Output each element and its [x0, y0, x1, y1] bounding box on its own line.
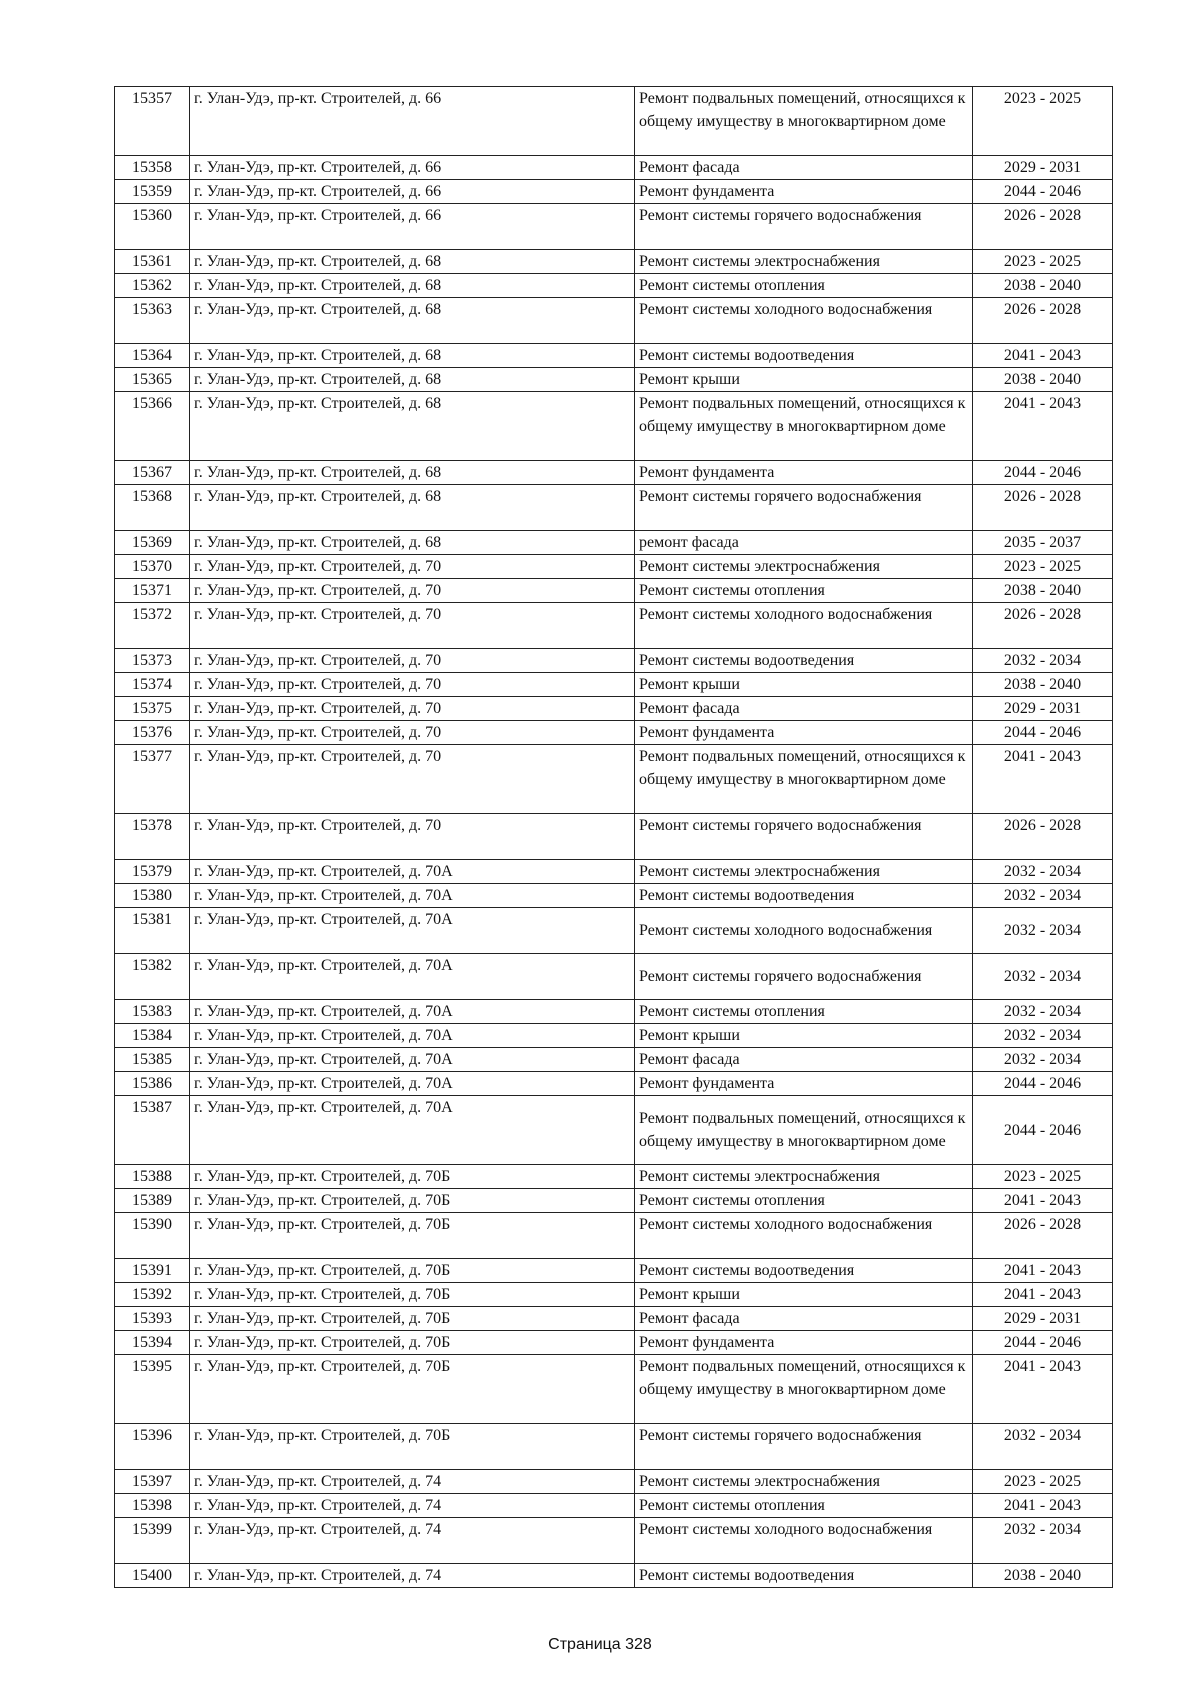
row-address: г. Улан-Удэ, пр-кт. Строителей, д. 70А [190, 1000, 635, 1024]
table-row [115, 461, 1113, 485]
row-work-type: Ремонт системы горячего водоснабжения [635, 204, 973, 250]
table-row [115, 1518, 1113, 1564]
row-work-type: Ремонт подвальных помещений, относящихся к общему имуществу в многоквартирном доме [635, 1096, 973, 1165]
row-number: 15368 [115, 485, 190, 531]
table-row [115, 298, 1113, 344]
row-number: 15373 [115, 649, 190, 673]
row-address: г. Улан-Удэ, пр-кт. Строителей, д. 70А [190, 1072, 635, 1096]
row-address: г. Улан-Удэ, пр-кт. Строителей, д. 70Б [190, 1259, 635, 1283]
row-number: 15372 [115, 603, 190, 649]
row-work-type: Ремонт системы отопления [635, 1494, 973, 1518]
row-period: 2032 - 2034 [973, 1424, 1113, 1470]
row-number: 15389 [115, 1189, 190, 1213]
row-address: г. Улан-Удэ, пр-кт. Строителей, д. 70А [190, 908, 635, 954]
row-address: г. Улан-Удэ, пр-кт. Строителей, д. 74 [190, 1564, 635, 1588]
table-row [115, 721, 1113, 745]
row-number: 15387 [115, 1096, 190, 1165]
row-work-type: Ремонт системы водоотведения [635, 884, 973, 908]
row-work-type: Ремонт системы горячего водоснабжения [635, 954, 973, 1000]
row-number: 15377 [115, 745, 190, 814]
table-row [115, 673, 1113, 697]
row-address: г. Улан-Удэ, пр-кт. Строителей, д. 68 [190, 461, 635, 485]
row-number: 15381 [115, 908, 190, 954]
row-number: 15363 [115, 298, 190, 344]
row-number: 15398 [115, 1494, 190, 1518]
row-address: г. Улан-Удэ, пр-кт. Строителей, д. 70А [190, 954, 635, 1000]
table-row [115, 1165, 1113, 1189]
row-number: 15391 [115, 1259, 190, 1283]
row-period: 2023 - 2025 [973, 1165, 1113, 1189]
row-address: г. Улан-Удэ, пр-кт. Строителей, д. 70 [190, 603, 635, 649]
row-period: 2032 - 2034 [973, 884, 1113, 908]
row-work-type: Ремонт подвальных помещений, относящихся к общему имуществу в многоквартирном доме [635, 392, 973, 461]
row-number: 15392 [115, 1283, 190, 1307]
row-number: 15386 [115, 1072, 190, 1096]
table-row [115, 1331, 1113, 1355]
table-row [115, 860, 1113, 884]
row-work-type: Ремонт фасада [635, 697, 973, 721]
table-row [115, 368, 1113, 392]
row-period: 2026 - 2028 [973, 204, 1113, 250]
row-number: 15369 [115, 531, 190, 555]
row-period: 2038 - 2040 [973, 1564, 1113, 1588]
row-period: 2044 - 2046 [973, 461, 1113, 485]
row-work-type: Ремонт системы водоотведения [635, 344, 973, 368]
row-work-type: Ремонт системы горячего водоснабжения [635, 485, 973, 531]
table-row [115, 204, 1113, 250]
row-number: 15371 [115, 579, 190, 603]
table-row [115, 1307, 1113, 1331]
table-row [115, 884, 1113, 908]
row-period: 2044 - 2046 [973, 721, 1113, 745]
row-address: г. Улан-Удэ, пр-кт. Строителей, д. 70А [190, 1096, 635, 1165]
row-number: 15382 [115, 954, 190, 1000]
row-address: г. Улан-Удэ, пр-кт. Строителей, д. 68 [190, 392, 635, 461]
row-number: 15366 [115, 392, 190, 461]
row-address: г. Улан-Удэ, пр-кт. Строителей, д. 68 [190, 298, 635, 344]
row-address: г. Улан-Удэ, пр-кт. Строителей, д. 70А [190, 860, 635, 884]
row-work-type: Ремонт системы электроснабжения [635, 1165, 973, 1189]
row-period: 2041 - 2043 [973, 745, 1113, 814]
row-work-type: Ремонт подвальных помещений, относящихся к общему имуществу в многоквартирном доме [635, 745, 973, 814]
row-work-type: Ремонт фундамента [635, 1072, 973, 1096]
table-body [115, 87, 1113, 1588]
row-address: г. Улан-Удэ, пр-кт. Строителей, д. 68 [190, 274, 635, 298]
table-row [115, 697, 1113, 721]
row-period: 2038 - 2040 [973, 368, 1113, 392]
row-work-type: Ремонт фасада [635, 1307, 973, 1331]
row-work-type: Ремонт фундамента [635, 721, 973, 745]
row-work-type: Ремонт системы отопления [635, 274, 973, 298]
row-address: г. Улан-Удэ, пр-кт. Строителей, д. 70 [190, 814, 635, 860]
row-period: 2032 - 2034 [973, 1518, 1113, 1564]
row-number: 15390 [115, 1213, 190, 1259]
row-number: 15378 [115, 814, 190, 860]
table-row [115, 1424, 1113, 1470]
row-period: 2032 - 2034 [973, 954, 1113, 1000]
row-work-type: Ремонт системы холодного водоснабжения [635, 603, 973, 649]
row-period: 2026 - 2028 [973, 1213, 1113, 1259]
row-period: 2044 - 2046 [973, 1072, 1113, 1096]
row-number: 15397 [115, 1470, 190, 1494]
row-period: 2044 - 2046 [973, 1096, 1113, 1165]
table-row [115, 392, 1113, 461]
row-address: г. Улан-Удэ, пр-кт. Строителей, д. 70 [190, 745, 635, 814]
row-work-type: Ремонт подвальных помещений, относящихся к общему имуществу в многоквартирном доме [635, 1355, 973, 1424]
row-period: 2029 - 2031 [973, 156, 1113, 180]
table-row [115, 579, 1113, 603]
row-period: 2023 - 2025 [973, 87, 1113, 156]
table-row [115, 250, 1113, 274]
row-work-type: Ремонт крыши [635, 1283, 973, 1307]
row-number: 15364 [115, 344, 190, 368]
row-address: г. Улан-Удэ, пр-кт. Строителей, д. 70 [190, 649, 635, 673]
row-period: 2026 - 2028 [973, 814, 1113, 860]
row-work-type: Ремонт крыши [635, 673, 973, 697]
table-row [115, 1564, 1113, 1588]
row-address: г. Улан-Удэ, пр-кт. Строителей, д. 70Б [190, 1165, 635, 1189]
row-period: 2041 - 2043 [973, 1283, 1113, 1307]
row-number: 15385 [115, 1048, 190, 1072]
table-row [115, 1189, 1113, 1213]
row-number: 15400 [115, 1564, 190, 1588]
row-number: 15399 [115, 1518, 190, 1564]
row-period: 2038 - 2040 [973, 579, 1113, 603]
row-work-type: Ремонт фундамента [635, 461, 973, 485]
row-period: 2032 - 2034 [973, 1024, 1113, 1048]
row-work-type: Ремонт системы водоотведения [635, 1259, 973, 1283]
row-address: г. Улан-Удэ, пр-кт. Строителей, д. 66 [190, 180, 635, 204]
row-address: г. Улан-Удэ, пр-кт. Строителей, д. 70Б [190, 1331, 635, 1355]
row-work-type: Ремонт системы отопления [635, 1189, 973, 1213]
row-number: 15360 [115, 204, 190, 250]
row-period: 2041 - 2043 [973, 1189, 1113, 1213]
row-period: 2035 - 2037 [973, 531, 1113, 555]
row-number: 15384 [115, 1024, 190, 1048]
row-address: г. Улан-Удэ, пр-кт. Строителей, д. 70 [190, 673, 635, 697]
row-period: 2023 - 2025 [973, 555, 1113, 579]
table-row [115, 531, 1113, 555]
row-period: 2038 - 2040 [973, 673, 1113, 697]
row-work-type: Ремонт фундамента [635, 180, 973, 204]
row-number: 15379 [115, 860, 190, 884]
row-address: г. Улан-Удэ, пр-кт. Строителей, д. 70 [190, 579, 635, 603]
row-number: 15370 [115, 555, 190, 579]
table-row [115, 180, 1113, 204]
row-work-type: Ремонт системы электроснабжения [635, 250, 973, 274]
table-row [115, 344, 1113, 368]
row-work-type: Ремонт системы горячего водоснабжения [635, 1424, 973, 1470]
row-period: 2041 - 2043 [973, 1355, 1113, 1424]
row-number: 15380 [115, 884, 190, 908]
row-work-type: Ремонт системы электроснабжения [635, 860, 973, 884]
row-number: 15367 [115, 461, 190, 485]
table-row [115, 274, 1113, 298]
row-address: г. Улан-Удэ, пр-кт. Строителей, д. 68 [190, 368, 635, 392]
row-period: 2041 - 2043 [973, 344, 1113, 368]
row-number: 15396 [115, 1424, 190, 1470]
row-address: г. Улан-Удэ, пр-кт. Строителей, д. 70А [190, 1048, 635, 1072]
table-row [115, 814, 1113, 860]
row-period: 2026 - 2028 [973, 298, 1113, 344]
row-work-type: Ремонт системы холодного водоснабжения [635, 908, 973, 954]
row-address: г. Улан-Удэ, пр-кт. Строителей, д. 66 [190, 204, 635, 250]
row-period: 2041 - 2043 [973, 1259, 1113, 1283]
row-period: 2041 - 2043 [973, 1494, 1113, 1518]
row-address: г. Улан-Удэ, пр-кт. Строителей, д. 68 [190, 531, 635, 555]
table-row [115, 1283, 1113, 1307]
table-row [115, 745, 1113, 814]
row-period: 2032 - 2034 [973, 908, 1113, 954]
row-period: 2023 - 2025 [973, 1470, 1113, 1494]
row-address: г. Улан-Удэ, пр-кт. Строителей, д. 70Б [190, 1307, 635, 1331]
table-row [115, 1000, 1113, 1024]
row-work-type: Ремонт фасада [635, 1048, 973, 1072]
row-period: 2038 - 2040 [973, 274, 1113, 298]
row-address: г. Улан-Удэ, пр-кт. Строителей, д. 74 [190, 1518, 635, 1564]
row-period: 2026 - 2028 [973, 485, 1113, 531]
row-number: 15361 [115, 250, 190, 274]
row-address: г. Улан-Удэ, пр-кт. Строителей, д. 70 [190, 697, 635, 721]
row-work-type: Ремонт системы отопления [635, 579, 973, 603]
repair-schedule-table [114, 86, 1113, 1588]
row-number: 15394 [115, 1331, 190, 1355]
table-row [115, 649, 1113, 673]
table-row [115, 1072, 1113, 1096]
row-period: 2026 - 2028 [973, 603, 1113, 649]
row-address: г. Улан-Удэ, пр-кт. Строителей, д. 66 [190, 87, 635, 156]
row-work-type: Ремонт системы холодного водоснабжения [635, 1518, 973, 1564]
row-number: 15395 [115, 1355, 190, 1424]
table-row [115, 1213, 1113, 1259]
row-period: 2044 - 2046 [973, 180, 1113, 204]
row-period: 2032 - 2034 [973, 1048, 1113, 1072]
row-address: г. Улан-Удэ, пр-кт. Строителей, д. 70Б [190, 1189, 635, 1213]
row-period: 2029 - 2031 [973, 697, 1113, 721]
row-address: г. Улан-Удэ, пр-кт. Строителей, д. 66 [190, 156, 635, 180]
row-work-type: Ремонт фундамента [635, 1331, 973, 1355]
row-address: г. Улан-Удэ, пр-кт. Строителей, д. 68 [190, 485, 635, 531]
row-address: г. Улан-Удэ, пр-кт. Строителей, д. 70 [190, 721, 635, 745]
row-number: 15376 [115, 721, 190, 745]
row-number: 15362 [115, 274, 190, 298]
row-work-type: Ремонт системы водоотведения [635, 649, 973, 673]
table-row [115, 87, 1113, 156]
row-address: г. Улан-Удэ, пр-кт. Строителей, д. 70Б [190, 1283, 635, 1307]
row-number: 15375 [115, 697, 190, 721]
row-address: г. Улан-Удэ, пр-кт. Строителей, д. 70А [190, 1024, 635, 1048]
row-number: 15383 [115, 1000, 190, 1024]
row-address: г. Улан-Удэ, пр-кт. Строителей, д. 68 [190, 344, 635, 368]
row-address: г. Улан-Удэ, пр-кт. Строителей, д. 68 [190, 250, 635, 274]
row-address: г. Улан-Удэ, пр-кт. Строителей, д. 74 [190, 1470, 635, 1494]
row-address: г. Улан-Удэ, пр-кт. Строителей, д. 70А [190, 884, 635, 908]
row-period: 2032 - 2034 [973, 649, 1113, 673]
row-period: 2023 - 2025 [973, 250, 1113, 274]
table-row [115, 954, 1113, 1000]
row-address: г. Улан-Удэ, пр-кт. Строителей, д. 70Б [190, 1355, 635, 1424]
table-row [115, 1470, 1113, 1494]
table-row [115, 1096, 1113, 1165]
row-address: г. Улан-Удэ, пр-кт. Строителей, д. 74 [190, 1494, 635, 1518]
table-row [115, 485, 1113, 531]
row-period: 2041 - 2043 [973, 392, 1113, 461]
page-number: Страница 328 [548, 1636, 652, 1653]
row-work-type: Ремонт крыши [635, 1024, 973, 1048]
row-work-type: Ремонт фасада [635, 156, 973, 180]
row-work-type: Ремонт системы электроснабжения [635, 555, 973, 579]
row-work-type: Ремонт системы холодного водоснабжения [635, 298, 973, 344]
row-number: 15374 [115, 673, 190, 697]
row-work-type: Ремонт подвальных помещений, относящихся к общему имуществу в многоквартирном доме [635, 87, 973, 156]
table-row [115, 1259, 1113, 1283]
row-address: г. Улан-Удэ, пр-кт. Строителей, д. 70Б [190, 1213, 635, 1259]
table-row [115, 555, 1113, 579]
row-period: 2032 - 2034 [973, 860, 1113, 884]
row-address: г. Улан-Удэ, пр-кт. Строителей, д. 70Б [190, 1424, 635, 1470]
row-number: 15388 [115, 1165, 190, 1189]
row-period: 2029 - 2031 [973, 1307, 1113, 1331]
row-number: 15365 [115, 368, 190, 392]
table-row [115, 1024, 1113, 1048]
row-work-type: ремонт фасада [635, 531, 973, 555]
row-number: 15358 [115, 156, 190, 180]
row-work-type: Ремонт системы водоотведения [635, 1564, 973, 1588]
row-work-type: Ремонт крыши [635, 368, 973, 392]
row-work-type: Ремонт системы электроснабжения [635, 1470, 973, 1494]
table-row [115, 603, 1113, 649]
table-row [115, 1355, 1113, 1424]
row-number: 15359 [115, 180, 190, 204]
row-work-type: Ремонт системы отопления [635, 1000, 973, 1024]
row-work-type: Ремонт системы холодного водоснабжения [635, 1213, 973, 1259]
table-row [115, 908, 1113, 954]
row-period: 2032 - 2034 [973, 1000, 1113, 1024]
table-row [115, 1048, 1113, 1072]
row-period: 2044 - 2046 [973, 1331, 1113, 1355]
row-address: г. Улан-Удэ, пр-кт. Строителей, д. 70 [190, 555, 635, 579]
table-row [115, 1494, 1113, 1518]
row-work-type: Ремонт системы горячего водоснабжения [635, 814, 973, 860]
row-number: 15357 [115, 87, 190, 156]
row-number: 15393 [115, 1307, 190, 1331]
table-row [115, 156, 1113, 180]
